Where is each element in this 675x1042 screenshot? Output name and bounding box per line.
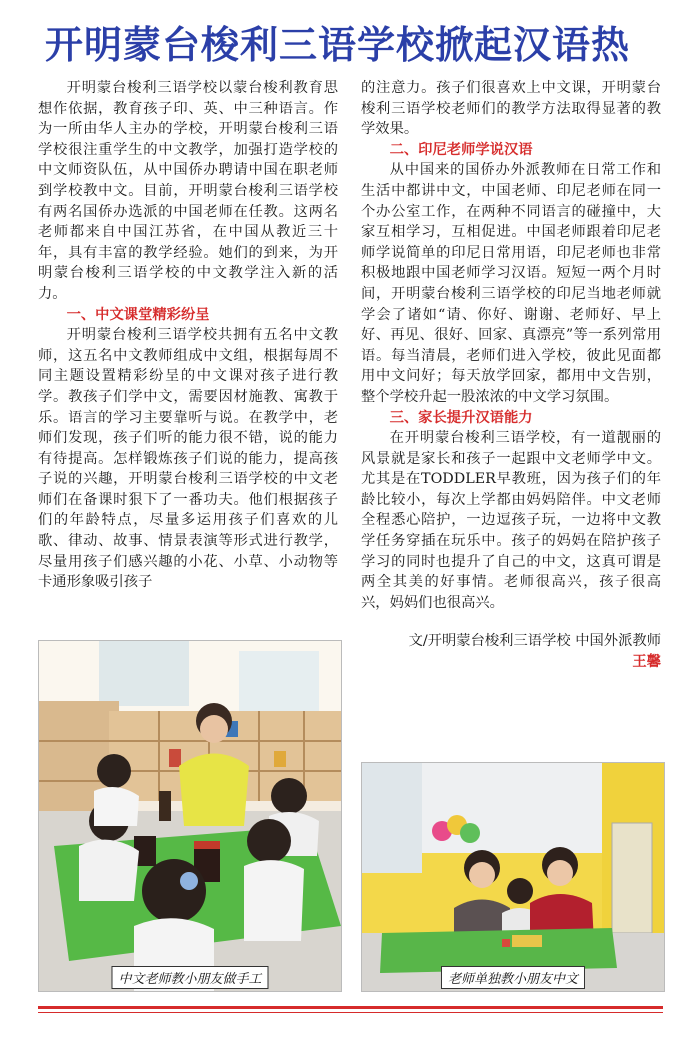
byline-source: 文/开明蒙台梭利三语学校 中国外派教师 [408, 633, 661, 650]
article-title: 开明蒙台梭利三语学校掀起汉语热 [44, 23, 630, 67]
bottom-rule-thin [38, 1012, 663, 1013]
section-1-paragraph: 开明蒙台梭利三语学校共拥有五名中文教师，这五名中文教师组成中文组，根据每周不同主题设置精彩纷呈的中文课对孩子进行教学。教孩子们学中文，需要因材施教、寓教于乐。语言的学习主要靠听与说。在教学中，老师们发现，孩子们听的能力很不错，说的能力有待提高。怎样锻炼孩子们说的能力，提高孩子说的兴趣，开明蒙台梭利三语学校的中文老师们在备课时狠下了一番功夫。他们根据孩子们的年龄特点，尽量多运用孩子们喜欢的儿歌、律动、故事、情景表演等形式进行教学，尽量用孩子们感兴趣的小花、小草、小动物等卡通形象吸引孩子 [38, 327, 338, 591]
byline-author: 王馨 [632, 654, 661, 671]
section-3-paragraph: 在开明蒙台梭利三语学校，有一道靓丽的风景就是家长和孩子一起跟中文老师学中文。尤其是在TODDLER早教班，因为孩子们的年龄比较小，每次上学都由妈妈陪伴。中文老师全程悉心陪护，一边逗孩子玩，一边将中文教学任务穿插在玩乐中。孩子的妈妈在陪护孩子学习的同时也提升了自己的中文，这真可谓是两全其美的好事情。老师很高兴，孩子很高兴，妈妈们也很高兴。 [361, 430, 661, 611]
tutoring-photo [361, 762, 665, 992]
section-heading-3: 三、家长提升汉语能力 [389, 409, 533, 426]
left-column [38, 78, 338, 593]
classroom-photo [38, 640, 342, 992]
tutoring-scene-image [362, 763, 664, 991]
classroom-scene-image [39, 641, 341, 991]
bottom-rule-thick [38, 1006, 663, 1009]
section-heading-1: 一、中文课堂精彩纷呈 [66, 306, 210, 323]
right-column [361, 78, 661, 673]
byline [361, 631, 661, 672]
photo2-caption: 老师单独教小朋友中文 [441, 966, 585, 989]
photo1-caption: 中文老师教小朋友做手工 [111, 966, 268, 989]
section-2-paragraph: 从中国来的国侨办外派教师在日常工作和生活中都讲中文，中国老师、印尼老师在同一个办公室工作，在两种不同语言的碰撞中，大家互相学习，互相促进。中国老师跟着印尼老师学说简单的印尼日常用语，印尼老师也非常积极地跟中国老师学习汉语。短短一两个月时间，开明蒙台梭利三语学校的印尼当地老师就学会了诸如“请、你好、谢谢、老师好、早上好、再见、很好、回家、真漂亮”等一系列常用语。每当清晨，老师们进入学校，彼此见面都用中文问好；每天放学回家，都用中文告别，整个学校升起一股浓浓的中文学习氛围。 [361, 162, 661, 405]
section-heading-2: 二、印尼老师学说汉语 [389, 141, 533, 158]
intro-paragraph: 开明蒙台梭利三语学校以蒙台梭利教育思想作依据，教育孩子印、英、中三种语言。作为一所由华人主办的学校，开明蒙台梭利三语学校很注重学生的中文教学，加强打造学校的中文师资队伍，从中国侨办聘请中国在职老师到学校教中文。目前，开明蒙台梭利三语学校有两名国侨办选派的中国老师在任教。这两名老师都来自中国江苏省，在中国从教近三十年，具有丰富的教学经验。她们的到来，为开明蒙台梭利三语学校的中文教学注入新的活力。 [38, 80, 338, 302]
section-1-continued: 的注意力。孩子们很喜欢上中文课，开明蒙台梭利三语学校老师们的教学方法取得显著的教学效果。 [361, 80, 661, 138]
